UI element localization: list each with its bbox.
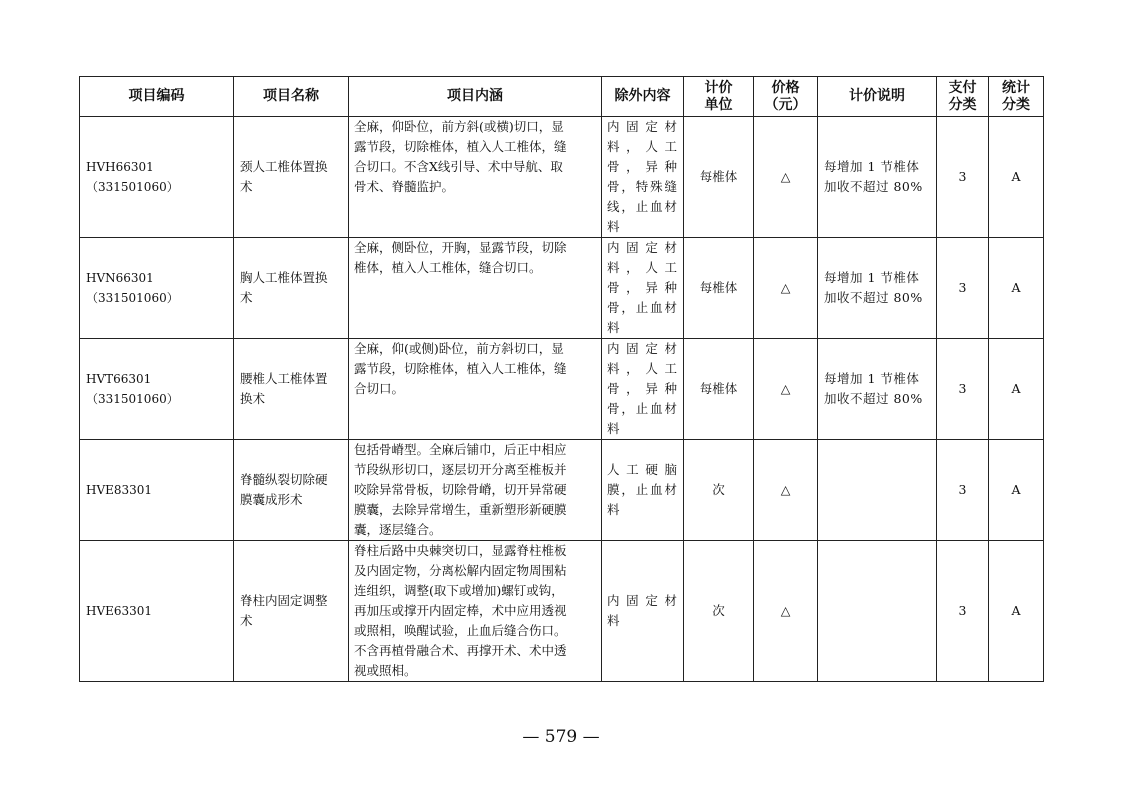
cell-stat: A — [989, 238, 1044, 339]
cell-name: 腰椎人工椎体置 换术 — [234, 339, 349, 440]
cell-code: HVN66301（331501060） — [80, 238, 234, 339]
cell-pay: 3 — [937, 117, 989, 238]
header-pay: 支付 分类 — [937, 77, 989, 117]
cell-name: 颈人工椎体置换 术 — [234, 117, 349, 238]
cell-code: HVE63301 — [80, 541, 234, 682]
cell-content: 包括骨嵴型。全麻后铺巾，后正中相应 节段纵形切口，逐层切开分离至椎板并 咬除异常骨板，切除骨嵴，切开异常硬 膜囊，去除异常增生，重新塑形新硬膜 囊，逐层缝合。 — [349, 440, 602, 541]
cell-stat: A — [989, 541, 1044, 682]
cell-content: 全麻，仰(或侧)卧位，前方斜切口，显 露节段，切除椎体，植入人工椎体，缝 合切口。 — [349, 339, 602, 440]
table-row — [80, 238, 1044, 339]
cell-price: △ — [754, 238, 818, 339]
cell-name: 脊柱内固定调整 术 — [234, 541, 349, 682]
header-name: 项目名称 — [234, 77, 349, 117]
cell-except: 内固定材 料 — [602, 541, 684, 682]
cell-unit: 次 — [684, 440, 754, 541]
cell-content: 全麻，仰卧位，前方斜(或横)切口，显 露节段，切除椎体，植入人工椎体，缝 合切口。不含X线引导、术中导航、取 骨术、脊髓监护。 — [349, 117, 602, 238]
header-price: 价格 （元） — [754, 77, 818, 117]
cell-unit: 每椎体 — [684, 238, 754, 339]
cell-desc: 每增加 1 节椎体 加收不超过 80% — [818, 238, 937, 339]
cell-code: HVE83301 — [80, 440, 234, 541]
table-row — [80, 541, 1044, 682]
cell-pay: 3 — [937, 440, 989, 541]
table-row — [80, 339, 1044, 440]
cell-price: △ — [754, 117, 818, 238]
cell-stat: A — [989, 117, 1044, 238]
cell-name: 胸人工椎体置换 术 — [234, 238, 349, 339]
cell-desc — [818, 541, 937, 682]
cell-stat: A — [989, 339, 1044, 440]
price-table-container — [79, 76, 1043, 682]
cell-pay: 3 — [937, 238, 989, 339]
cell-except: 人工硬脑 膜，止血材 料 — [602, 440, 684, 541]
cell-content: 全麻，侧卧位，开胸，显露节段，切除 椎体，植入人工椎体，缝合切口。 — [349, 238, 602, 339]
cell-except: 内固定材 料，人工 骨，异种 骨，止血材 料 — [602, 339, 684, 440]
cell-unit: 每椎体 — [684, 117, 754, 238]
cell-desc: 每增加 1 节椎体 加收不超过 80% — [818, 339, 937, 440]
cell-price: △ — [754, 541, 818, 682]
cell-price: △ — [754, 440, 818, 541]
cell-stat: A — [989, 440, 1044, 541]
table-row — [80, 440, 1044, 541]
header-content: 项目内涵 — [349, 77, 602, 117]
header-stat: 统计 分类 — [989, 77, 1044, 117]
cell-pay: 3 — [937, 339, 989, 440]
table-row — [80, 117, 1044, 238]
cell-desc: 每增加 1 节椎体 加收不超过 80% — [818, 117, 937, 238]
cell-unit: 次 — [684, 541, 754, 682]
price-table — [79, 76, 1044, 682]
cell-desc — [818, 440, 937, 541]
cell-content: 脊柱后路中央棘突切口，显露脊柱椎板 及内固定物，分离松解内固定物周围粘 连组织，调整(取下或增加)螺钉或钩， 再加压或撑开内固定棒，术中应用透视 或照相，唤醒试验，止血后缝合伤口。 不含再植骨融合术、再撑开术、术中透 视或照相。 — [349, 541, 602, 682]
table-header-row — [80, 77, 1044, 117]
cell-except: 内固定材 料，人工 骨，异种 骨，止血材 料 — [602, 238, 684, 339]
cell-except: 内固定材 料，人工 骨，异种 骨，特殊缝 线，止血材 料 — [602, 117, 684, 238]
header-except: 除外内容 — [602, 77, 684, 117]
page-number: — 579 — — [522, 727, 600, 747]
cell-unit: 每椎体 — [684, 339, 754, 440]
header-desc: 计价说明 — [818, 77, 937, 117]
cell-name: 脊髓纵裂切除硬 膜囊成形术 — [234, 440, 349, 541]
header-code: 项目编码 — [80, 77, 234, 117]
cell-price: △ — [754, 339, 818, 440]
header-unit: 计价 单位 — [684, 77, 754, 117]
cell-code: HVT66301（331501060） — [80, 339, 234, 440]
cell-pay: 3 — [937, 541, 989, 682]
cell-code: HVH66301（331501060） — [80, 117, 234, 238]
